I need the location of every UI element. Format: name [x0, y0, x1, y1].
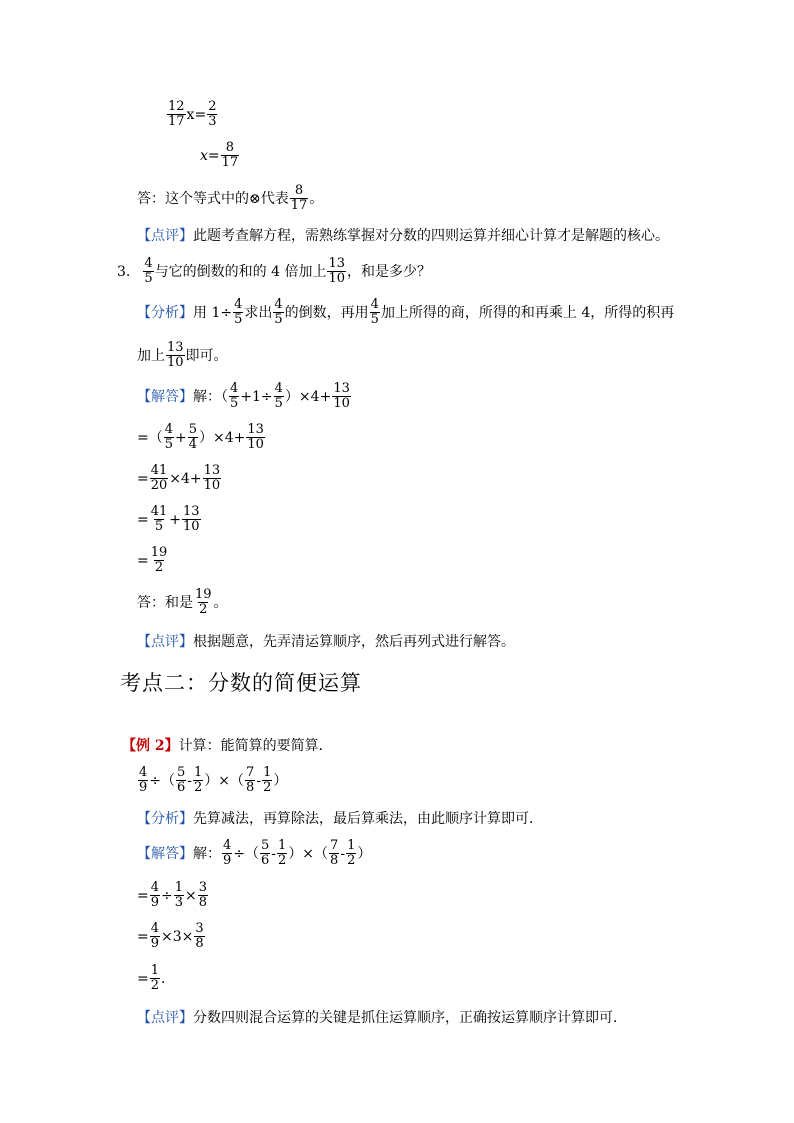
expression-text: - [256, 772, 262, 789]
fraction: $\frac{4}{9}$ [223, 838, 232, 869]
solution-text: ． [161, 970, 176, 987]
solution-line-3 [137, 464, 222, 494]
comment-tag: 【点评】 [137, 228, 193, 244]
fraction: $\frac{8}{17}$ [221, 140, 239, 171]
solution-text: +1÷ [240, 388, 273, 405]
solution-text: 解： [193, 845, 221, 862]
fraction: $\frac{13}{10}$ [183, 504, 200, 535]
section-title: 考点二：分数的简便运算 [120, 671, 362, 695]
fraction: $\frac{1}{2}$ [263, 765, 272, 796]
solution-text: = [137, 928, 149, 945]
solution-text: = [137, 970, 149, 987]
fraction: $\frac{4}{5}$ [164, 422, 174, 453]
comment-line-3 [137, 635, 515, 649]
fraction: $\frac{13}{10}$ [203, 463, 221, 494]
solution-text: = [137, 552, 149, 569]
solution-line-4 [137, 505, 202, 535]
analysis-text: 的倒数，再用 [284, 304, 369, 321]
fraction: $\frac{19}{2}$ [195, 587, 212, 618]
fraction: $\frac{2}{3}$ [208, 99, 217, 130]
analysis-tag: 【分析】 [137, 304, 193, 321]
example-2-solution-3 [137, 922, 206, 952]
fraction: $\frac{7}{8}$ [246, 765, 255, 796]
fraction: $\frac{4}{9}$ [150, 880, 160, 911]
fraction: $\frac{8}{17}$ [290, 183, 308, 214]
solution-text: 解：（ [193, 388, 228, 405]
fraction: $\frac{5}{6}$ [177, 765, 186, 796]
example-2-analysis [137, 812, 543, 826]
answer-line-1 [137, 184, 323, 214]
answer-text: 。 [213, 594, 228, 611]
example-text: 计算：能简算的要简算． [178, 738, 333, 754]
comment-text: 根据题意，先弄清运算顺序，然后再列式进行解答。 [193, 634, 515, 650]
solution-text: ×3× [161, 928, 194, 945]
solution-text: ×4+ [169, 470, 202, 487]
fraction: $\frac{1}{3}$ [174, 880, 184, 911]
fraction: $\frac{4}{9}$ [150, 921, 160, 952]
analysis-text: 加上 [137, 347, 165, 364]
comment-tag: 【点评】 [137, 634, 193, 650]
solution-text: ）×4+ [199, 429, 246, 446]
example-2-comment [137, 1011, 627, 1025]
example-2-solution-4 [137, 964, 175, 994]
solution-line-2 [137, 423, 266, 453]
fraction: $\frac{13}{10}$ [167, 340, 184, 371]
question-text: ，和是多少？ [347, 263, 431, 280]
fraction: $\frac{1}{2}$ [278, 838, 287, 869]
analysis-text: 即可。 [185, 347, 228, 364]
solution-tag: 【解答】 [137, 845, 193, 862]
fraction: $\frac{41}{20}$ [150, 463, 168, 494]
analysis-text: 求出 [244, 304, 273, 321]
solution-text: ）×（ [288, 845, 329, 862]
equation-line-1 [166, 100, 218, 130]
fraction: $\frac{3}{8}$ [195, 921, 204, 952]
equation-text: x= [186, 106, 207, 123]
answer-text: 答：和是 [137, 594, 193, 611]
analysis-line-2 [137, 341, 228, 371]
expression-text: ） [273, 772, 288, 789]
solution-text: + [169, 511, 182, 528]
fraction: $\frac{4}{5}$ [144, 256, 153, 287]
analysis-text: 加上所得的商，所得的和再乘上 4，所得的积再 [380, 304, 675, 321]
fraction: $\frac{4}{5}$ [370, 297, 379, 328]
question-number: 3. [117, 263, 131, 280]
solution-text: ） [357, 845, 372, 862]
analysis-text: 用 1÷ [193, 304, 233, 321]
solution-text: + [175, 429, 187, 446]
expression-text: ）×（ [204, 772, 245, 789]
solution-text: =（ [137, 429, 163, 446]
solution-line-5 [137, 546, 169, 576]
fraction: $\frac{4}{5}$ [234, 297, 243, 328]
example-tag: 【例 2】 [122, 738, 179, 754]
fraction: $\frac{4}{5}$ [230, 381, 239, 412]
fraction: $\frac{13}{10}$ [247, 422, 264, 453]
solution-text: ÷ [161, 887, 173, 904]
fraction: $\frac{1}{2}$ [194, 765, 203, 796]
solution-text: - [340, 845, 346, 862]
fraction: $\frac{19}{2}$ [150, 545, 168, 576]
equation-line-2 [200, 141, 240, 171]
answer-line-3 [137, 588, 228, 618]
comment-line-1 [137, 229, 669, 243]
fraction: $\frac{4}{5}$ [274, 297, 283, 328]
equation-text: x= [200, 147, 220, 164]
example-2-expression [137, 766, 287, 796]
solution-text: = [137, 511, 149, 528]
fraction: $\frac{13}{10}$ [333, 381, 350, 412]
answer-text: 。 [309, 190, 324, 207]
analysis-line-1 [137, 298, 674, 328]
fraction: $\frac{13}{10}$ [328, 256, 345, 287]
fraction: $\frac{3}{8}$ [198, 880, 208, 911]
fraction: $\frac{5}{4}$ [188, 422, 198, 453]
answer-text: 答：这个等式中的⊗代表 [137, 190, 289, 207]
solution-line-1 [137, 382, 352, 412]
analysis-tag: 【分析】 [137, 811, 193, 827]
solution-text: = [137, 887, 149, 904]
comment-text: 分数四则混合运算的关键是抓住运算顺序，正确按运算顺序计算即可． [193, 1010, 627, 1026]
comment-text: 此题考查解方程，需熟练掌握对分数的四则运算并细心计算才是解题的核心。 [193, 228, 669, 244]
fraction: $\frac{1}{2}$ [347, 838, 356, 869]
fraction: $\frac{1}{2}$ [150, 963, 160, 994]
example-2-solution-1 [137, 839, 371, 869]
expression-text: ÷（ [149, 772, 176, 789]
solution-text: × [185, 887, 197, 904]
fraction: $\frac{4}{9}$ [139, 765, 148, 796]
fraction: $\frac{12}{17}$ [168, 99, 185, 130]
solution-text: ）×4+ [284, 388, 332, 405]
comment-tag: 【点评】 [137, 1010, 193, 1026]
analysis-text: 先算减法，再算除法，最后算乘法，由此顺序计算即可． [193, 811, 543, 827]
fraction: $\frac{7}{8}$ [330, 838, 339, 869]
solution-text: - [271, 845, 277, 862]
example-2-intro [122, 739, 333, 753]
fraction: $\frac{4}{5}$ [274, 381, 283, 412]
fraction: $\frac{41}{5}$ [150, 504, 168, 535]
solution-text: = [137, 470, 149, 487]
fraction: $\frac{5}{6}$ [261, 838, 270, 869]
question-3 [117, 257, 431, 287]
solution-text: ÷（ [233, 845, 260, 862]
question-text: 与它的倒数的和的 4 倍加上 [154, 263, 327, 280]
solution-tag: 【解答】 [137, 388, 193, 405]
example-2-solution-2 [137, 881, 209, 911]
expression-text: - [187, 772, 193, 789]
